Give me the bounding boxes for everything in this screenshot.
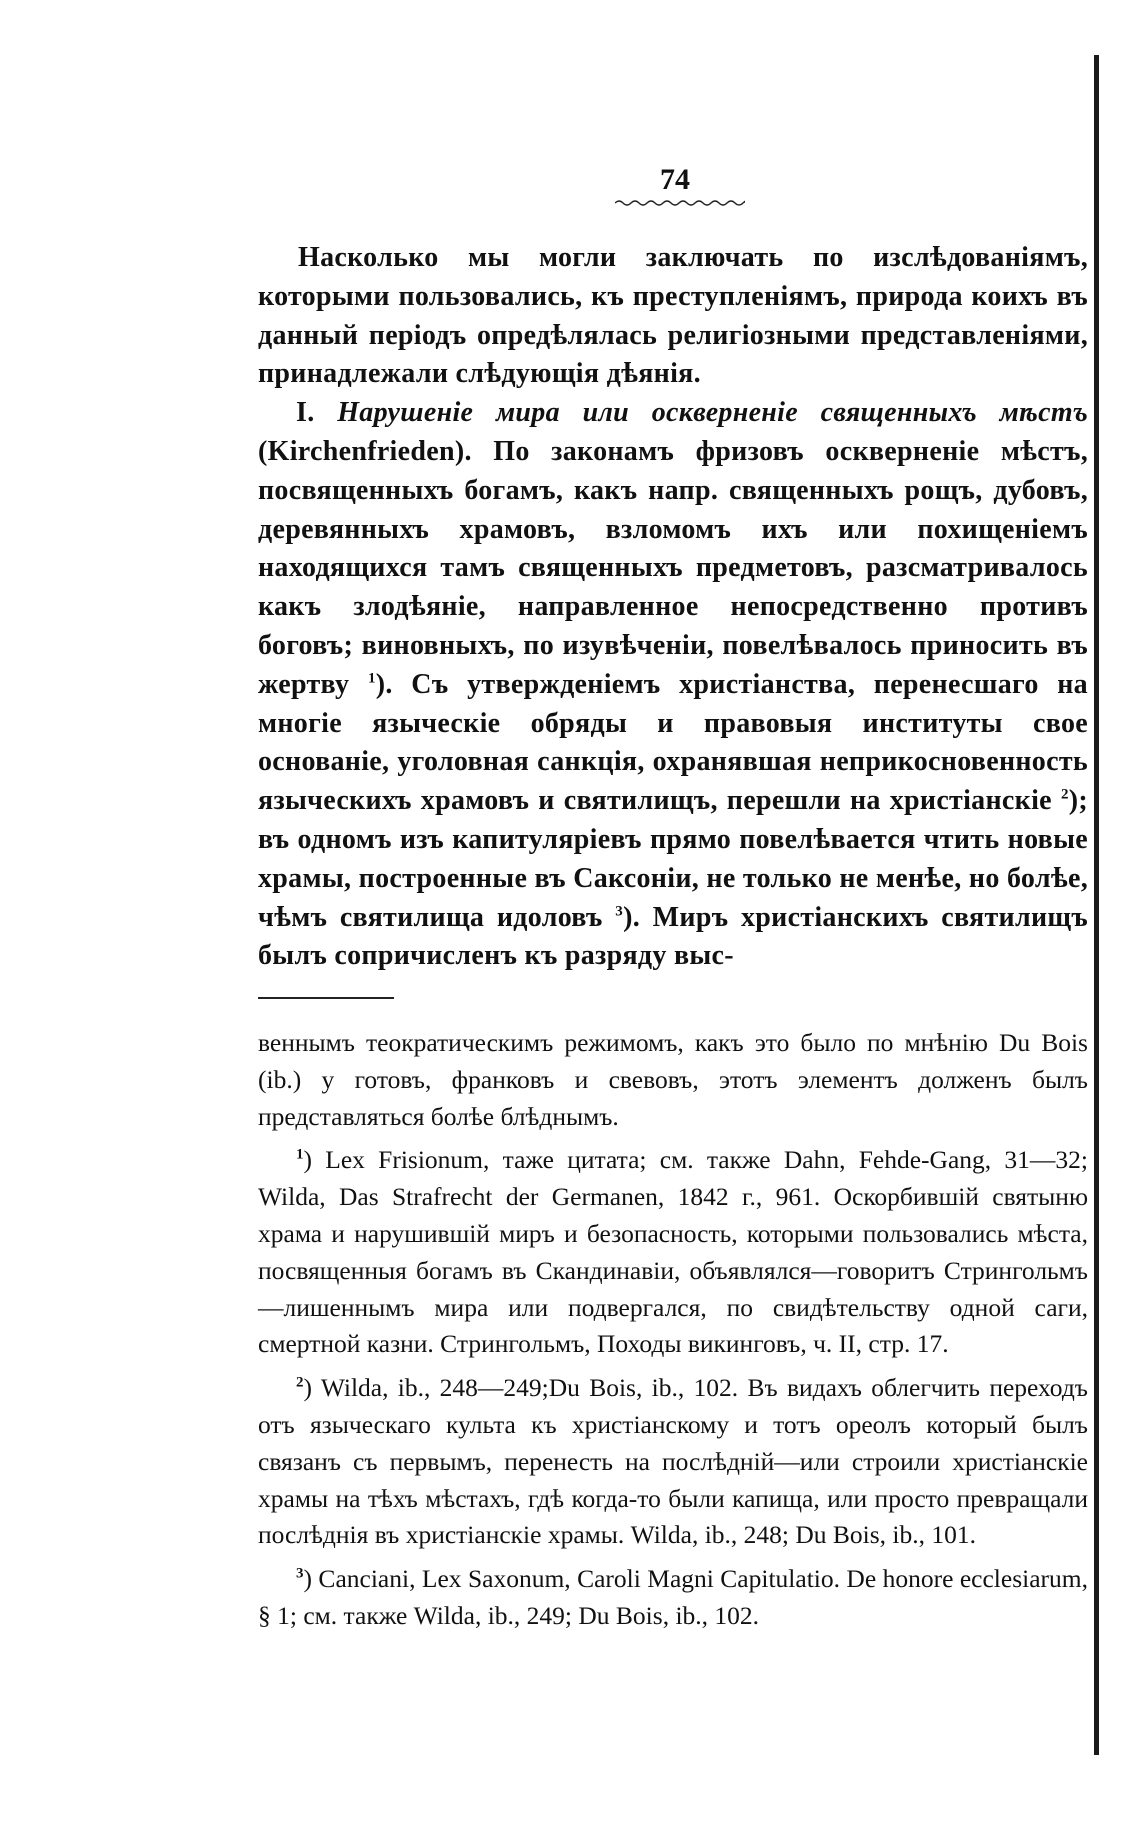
- footnote-1: [258, 1142, 1088, 1363]
- section-text: ); въ одномъ изъ капитуляріевъ прямо повелѣвается чтить новые храмы, построенные въ Саксоніи, не только не менѣе, но болѣе, чѣмъ святилища идоловъ: [258, 785, 1088, 933]
- footnote-text: ) Wilda, ib., 248—249;Du Bois, ib., 102. Въ видахъ облегчить переходъ отъ языческаго культа къ христіанскому и тотъ ореолъ который былъ связанъ съ первымъ, перенесть на послѣдній—или строили христіанскіе храмы на тѣхъ мѣстахъ, гдѣ когда-то были капища, или просто превращали послѣднія въ христіанскіе храмы. Wilda, ib., 248; Du Bois, ib., 101.: [258, 1373, 1088, 1550]
- footnote-ref-3[interactable]: 3: [615, 903, 624, 920]
- page-number: 74: [660, 163, 690, 196]
- page-edge-rule: [1094, 55, 1099, 1755]
- paragraph-intro: Насколько мы могли заключать по изслѣдованіямъ, которыми пользовались, къ преступленіямъ, природа коихъ въ данный періодъ опредѣлялась религіозными представленіями, принадлежали слѣдующія дѣянія.: [258, 242, 1088, 390]
- footnotes: [258, 1025, 1088, 1635]
- footnote-3: [258, 1561, 1088, 1635]
- section-heading: Нарушеніе мира или оскверненіе священныхъ мѣстъ: [337, 397, 1088, 429]
- footnote-text: ) Canciani, Lex Saxonum, Caroli Magni Capitulatio. De honore ecclesiarum, § 1; см. также Wilda, ib., 249; Du Bois, ib., 102.: [258, 1564, 1088, 1630]
- footnote-marker: 3: [296, 1565, 304, 1582]
- section-text: ). Миръ христіанскихъ святилищъ былъ сопричисленъ къ разряду выс-: [258, 901, 1088, 972]
- footnote-marker: 2: [296, 1374, 304, 1391]
- footnote-ref-2[interactable]: 2: [1060, 786, 1069, 803]
- section-numeral: I.: [296, 397, 315, 429]
- paragraph-section-1: [258, 394, 1088, 976]
- section-text: ). Съ утвержденіемъ христіанства, перенесшаго на многіе языческіе обряды и правовыя институты свое основаніе, уголовная санкція, охранявшая неприкосновенность языческихъ храмовъ и святилищъ, перешли на христіанскіе: [258, 668, 1088, 817]
- section-text: (Kirchenfrieden). По законамъ фризовъ оскверненіе мѣстъ, посвященныхъ богамъ, какъ напр. священныхъ рощъ, дубовъ, деревянныхъ храмовъ, взломомъ ихъ или похищеніемъ находящихся тамъ священныхъ предметовъ, разсматривалось какъ злодѣяніе, направленное непосредственно противъ боговъ; виновныхъ, по изувѣченіи, повелѣвалось приносить въ жертву: [258, 435, 1088, 700]
- footnote-2: [258, 1370, 1088, 1554]
- footnote-separator: [258, 997, 394, 999]
- footnote-text: ) Lex Frisionum, таже цитата; см. также Dahn, Fehde-Gang, 31—32; Wilda, Das Strafrecht der Germanen, 1842 г., 961. Оскорбившій святыню храма и нарушившій миръ и безопасность, которыми пользовались мѣста, посвященныя богамъ въ Скандинавіи, объявлялся—говоритъ Стрингольмъ—лишеннымъ мира или подвергался, по свидѣтельству одной саги, смертной казни. Стрингольмъ, Походы викинговъ, ч. II, стр. 17.: [258, 1145, 1088, 1359]
- main-text: [258, 239, 1088, 976]
- page-number-ornament: [615, 199, 745, 207]
- footnote-continuation: веннымъ теократическимъ режимомъ, какъ это было по мнѣнію Du Bois (ib.) у готовъ, франковъ и свевовъ, этотъ элементъ долженъ былъ представляться болѣе блѣднымъ.: [258, 1028, 1088, 1131]
- footnote-marker: 1: [296, 1146, 304, 1163]
- footnote-ref-1[interactable]: 1: [367, 670, 376, 687]
